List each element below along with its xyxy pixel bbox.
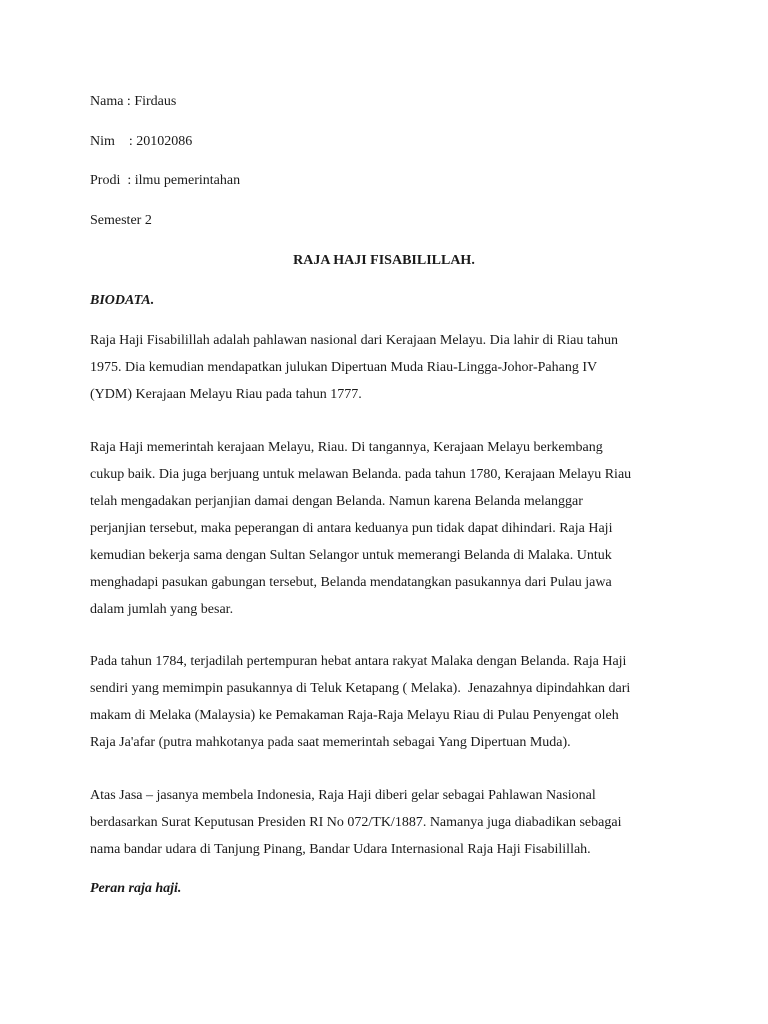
biodata-heading: BIODATA. <box>90 293 155 308</box>
paragraph-line: sendiri yang memimpin pasukannya di Teluk Ketapang ( Melaka). Jenazahnya dipindahkan dari <box>90 681 631 696</box>
paragraph-line: telah mengadakan perjanjian damai dengan Belanda. Namun karena Belanda melanggar <box>90 494 583 509</box>
paragraph-line: Atas Jasa – jasanya membela Indonesia, Raja Haji diberi gelar sebagai Pahlawan Nasional <box>90 788 596 803</box>
paragraph-line: menghadapi pasukan gabungan tersebut, Belanda mendatangkan pasukannya dari Pulau jawa <box>90 575 612 590</box>
paragraph-line: Raja Ja'afar (putra mahkotanya pada saat memerintah sebagai Yang Dipertuan Muda). <box>90 735 571 750</box>
paragraph-line: nama bandar udara di Tanjung Pinang, Bandar Udara Internasional Raja Haji Fisabilillah. <box>90 842 591 857</box>
document-title: RAJA HAJI FISABILILLAH. <box>293 253 475 268</box>
paragraph-2 <box>90 434 690 623</box>
prodi-line: Prodi : ilmu pemerintahan <box>90 173 241 188</box>
paragraph-line: dalam jumlah yang besar. <box>90 602 234 617</box>
paragraph-line: cukup baik. Dia juga berjuang untuk melawan Belanda. pada tahun 1780, Kerajaan Melayu Riau <box>90 467 632 482</box>
paragraph-1 <box>90 327 690 408</box>
paragraph-line: berdasarkan Surat Keputusan Presiden RI No 072/TK/1887. Namanya juga diabadikan sebagai <box>90 815 622 830</box>
nama-line: Nama : Firdaus <box>90 94 177 109</box>
paragraph-line: (YDM) Kerajaan Melayu Riau pada tahun 1777. <box>90 387 362 402</box>
paragraph-line: Pada tahun 1784, terjadilah pertempuran hebat antara rakyat Malaka dengan Belanda. Raja Haji <box>90 654 627 669</box>
nim-line: Nim : 20102086 <box>90 134 193 149</box>
paragraph-line: Raja Haji Fisabilillah adalah pahlawan nasional dari Kerajaan Melayu. Dia lahir di Riau tahun <box>90 333 618 348</box>
paragraph-line: 1975. Dia kemudian mendapatkan julukan Dipertuan Muda Riau-Lingga-Johor-Pahang IV <box>90 360 598 375</box>
paragraph-line: kemudian bekerja sama dengan Sultan Selangor untuk memerangi Belanda di Malaka. Untuk <box>90 548 612 563</box>
paragraph-line: perjanjian tersebut, maka peperangan di antara keduanya pun tidak dapat dihindari. Raja Haji <box>90 521 613 536</box>
paragraph-line: Raja Haji memerintah kerajaan Melayu, Riau. Di tangannya, Kerajaan Melayu berkembang <box>90 440 603 455</box>
paragraph-line: makam di Melaka (Malaysia) ke Pemakaman Raja-Raja Melayu Riau di Pulau Penyengat oleh <box>90 708 619 723</box>
peran-heading: Peran raja haji. <box>90 881 182 896</box>
semester-line: Semester 2 <box>90 213 152 228</box>
paragraph-4 <box>90 782 690 863</box>
paragraph-3 <box>90 648 690 756</box>
